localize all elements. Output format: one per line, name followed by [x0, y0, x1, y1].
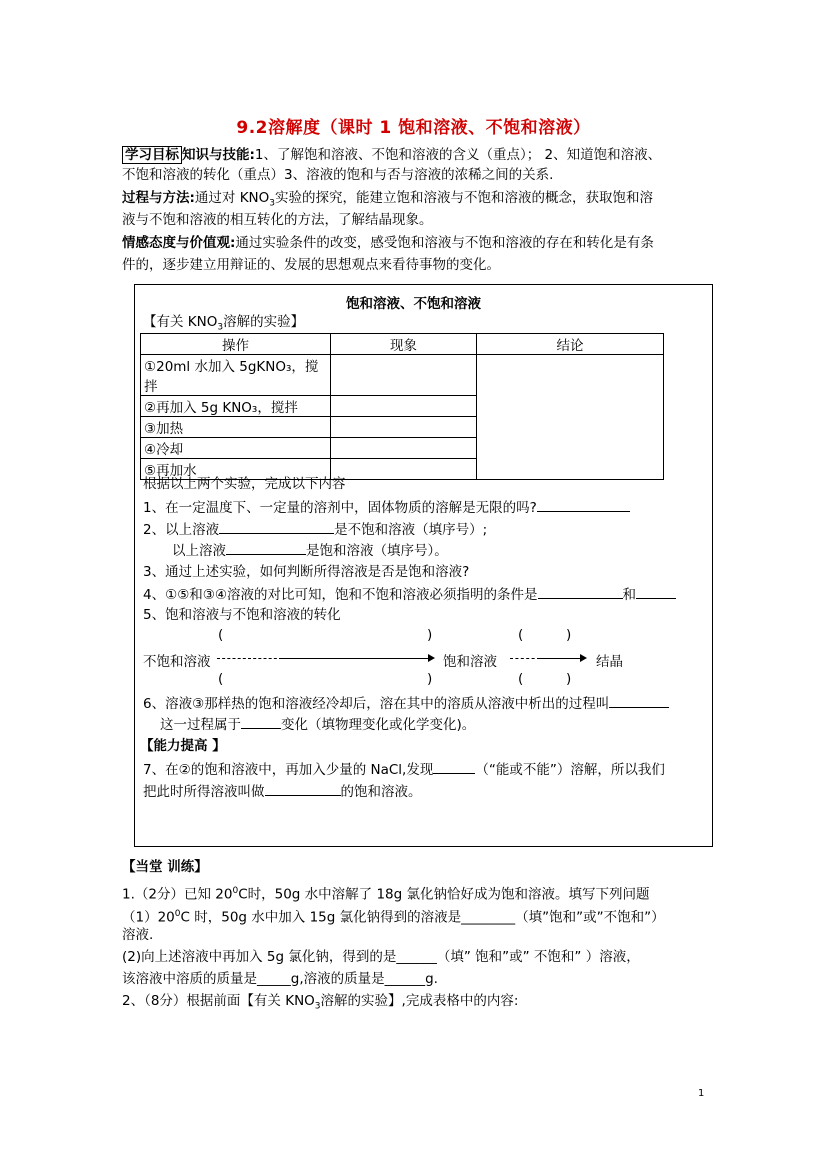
row-operation: ⑤再加水	[141, 459, 331, 480]
table-row	[141, 355, 664, 396]
process-text-1a: 通过对 KNO	[194, 190, 270, 206]
question-2a	[143, 519, 487, 540]
practice-line-1	[122, 881, 649, 905]
question-2b	[172, 540, 448, 561]
row-phenomenon[interactable]	[331, 396, 477, 417]
paren-bottom-left-open: (	[218, 671, 224, 687]
p6c: 溶解的实验】,完成表格中的内容:	[320, 993, 519, 1009]
dash-line-2	[510, 658, 540, 659]
arrowhead-2	[580, 654, 587, 662]
q6a-text: 6、溶液③那样热的饱和溶液经冷却后，溶在其中的溶质从溶液中析出的过程叫	[143, 696, 610, 712]
paren-top-right-open: (	[518, 627, 524, 643]
box-heading: 饱和溶液、不饱和溶液	[346, 296, 481, 312]
question-1	[143, 497, 630, 518]
paren-bottom-left-close: )	[427, 671, 433, 687]
header-phenomenon: 现象	[331, 334, 477, 355]
after-table-text: 根据以上两个实验，完成以下内容	[143, 476, 346, 492]
q4-blank-2[interactable]	[636, 584, 676, 599]
crystal-label: 结晶	[596, 654, 623, 670]
q2a-text: 2、以上溶液	[143, 522, 220, 538]
q1-text: 1、在一定温度下、一定量的溶剂中，固体物质的溶解是无限的吗?	[143, 500, 537, 516]
emotion-text-1: 通过实验条件的改变，感受饱和溶液与不饱和溶液的存在和转化是有条	[235, 235, 654, 251]
experiment-table	[140, 333, 664, 480]
row-operation: ④冷却	[141, 438, 331, 459]
practice-line-3: 溶液.	[122, 927, 154, 943]
paren-top-left-close: )	[427, 627, 433, 643]
paren-bottom-right-open: (	[518, 671, 524, 687]
q2d-text: 是饱和溶液（填序号）。	[306, 543, 448, 559]
exp-title-sub: 3	[217, 322, 224, 333]
q7c-text: 把此时所得溶液叫做	[143, 784, 265, 800]
row-phenomenon[interactable]	[331, 417, 477, 438]
q7b-text: （“能或不能”）溶解，所以我们	[475, 762, 665, 778]
q7-blank-2[interactable]	[265, 781, 341, 796]
row-phenomenon[interactable]	[331, 438, 477, 459]
p1-sup: 0	[232, 886, 239, 896]
p6a: 2、（8分）根据前面【有关 KNO	[122, 993, 315, 1009]
q4-blank-1[interactable]	[538, 584, 623, 599]
emotion-text-2: 件的，逐步建立用辩证的、发展的思想观点来看待事物的变化。	[122, 257, 500, 273]
header-operation: 操作	[141, 334, 331, 355]
p2c: C 时，50g 水中加入 15g 氯化钠得到的溶液是________（填”饱和”或”不饱和”）	[180, 909, 665, 926]
q4b-text: 和	[622, 587, 636, 603]
p1a: 1.（2分）已知 20	[122, 886, 233, 903]
paren-bottom-right-close: )	[566, 671, 572, 687]
exp-title-a: 【有关 KNO	[143, 314, 218, 330]
q2c-text: 以上溶液	[172, 543, 226, 559]
arrow-line-1	[282, 658, 428, 659]
goals-line-1	[122, 145, 661, 165]
arrowhead-1	[428, 654, 435, 662]
q6b-text: 这一过程属于	[160, 717, 241, 733]
practice-line-4: (2)向上述溶液中再加入 5g 氯化钠，得到的是______（填” 饱和”或” 不饱和” ）溶液，	[122, 949, 640, 965]
question-6b	[160, 714, 475, 735]
row-phenomenon[interactable]	[331, 459, 477, 480]
goals-tag: 学习目标	[122, 146, 182, 164]
practice-heading: 【当堂 训练】	[122, 859, 208, 875]
row-operation: ②再加入 5g KNO₃，搅拌	[141, 396, 331, 417]
knowledge-text-2: 不饱和溶液的转化（重点）3、溶液的饱和与否与溶液的浓稀之间的关系.	[122, 167, 554, 183]
process-text-2: 液与不饱和溶液的相互转化的方法，了解结晶现象。	[122, 212, 433, 228]
process-sub: 3	[269, 198, 276, 209]
question-7a	[143, 759, 665, 780]
row-operation: ③加热	[141, 417, 331, 438]
row-operation: ①20ml 水加入 5gKNO₃，搅拌	[141, 355, 331, 396]
knowledge-label: 知识与技能:	[182, 147, 255, 163]
emotion-line-1	[122, 233, 654, 253]
q7d-text: 的饱和溶液。	[340, 784, 422, 800]
p6-sub: 3	[314, 1001, 321, 1012]
q2-blank-2[interactable]	[226, 540, 306, 555]
q6-blank-2[interactable]	[241, 714, 281, 729]
arrow-line-2	[540, 658, 580, 659]
p1c: C时，50g 水中溶解了 18g 氯化钠恰好成为饱和溶液。填写下列问题	[238, 886, 650, 903]
q1-blank[interactable]	[537, 497, 630, 512]
ability-heading: 【能力提高 】	[140, 738, 226, 754]
q2-blank-1[interactable]	[219, 519, 334, 534]
question-7b	[143, 781, 422, 802]
table-header-row	[141, 334, 664, 355]
process-label: 过程与方法:	[122, 190, 195, 206]
process-text-1c: 实验的探究，能建立饱和溶液与不饱和溶液的概念，获取饱和溶	[275, 190, 654, 206]
emotion-label: 情感态度与价值观:	[122, 235, 236, 251]
q7a-text: 7、在②的饱和溶液中，再加入少量的 NaCl,发现	[143, 762, 434, 778]
header-conclusion: 结论	[477, 334, 664, 355]
q6c-text: 变化（填物理变化或化学变化)。	[281, 717, 476, 733]
saturated-label: 饱和溶液	[443, 654, 497, 670]
practice-line-2	[122, 904, 665, 928]
question-5: 5、饱和溶液与不饱和溶液的转化	[143, 607, 341, 623]
p2-sup: 0	[174, 909, 181, 919]
practice-line-6	[122, 991, 518, 1017]
question-4	[143, 584, 676, 605]
knowledge-text-1: 1、了解饱和溶液、不饱和溶液的含义（重点）； 2、知道饱和溶液、	[254, 147, 662, 163]
page-title: 9.2溶解度（课时 1 饱和溶液、不饱和溶液）	[236, 118, 591, 138]
q6-blank-1[interactable]	[609, 693, 669, 708]
exp-title-c: 溶解的实验】	[223, 314, 305, 330]
p2a: （1）20	[122, 909, 175, 926]
paren-top-left-open: (	[218, 627, 224, 643]
unsaturated-label: 不饱和溶液	[143, 654, 211, 670]
row-phenomenon[interactable]	[331, 355, 477, 396]
q7-blank-1[interactable]	[433, 759, 475, 774]
page-number: 1	[698, 1088, 705, 1099]
q4a-text: 4、①⑤和③④溶液的对比可知，饱和不饱和溶液必须指明的条件是	[143, 587, 538, 603]
conclusion-cell[interactable]	[477, 355, 664, 480]
question-6a	[143, 693, 669, 714]
dash-line-1	[217, 658, 282, 659]
practice-line-5: 该溶液中溶质的质量是_____g,溶液的质量是______g.	[122, 971, 438, 987]
q2b-text: 是不饱和溶液（填序号）;	[334, 522, 488, 538]
paren-top-right-close: )	[566, 627, 572, 643]
question-3: 3、通过上述实验，如何判断所得溶液是否是饱和溶液?	[143, 564, 470, 580]
